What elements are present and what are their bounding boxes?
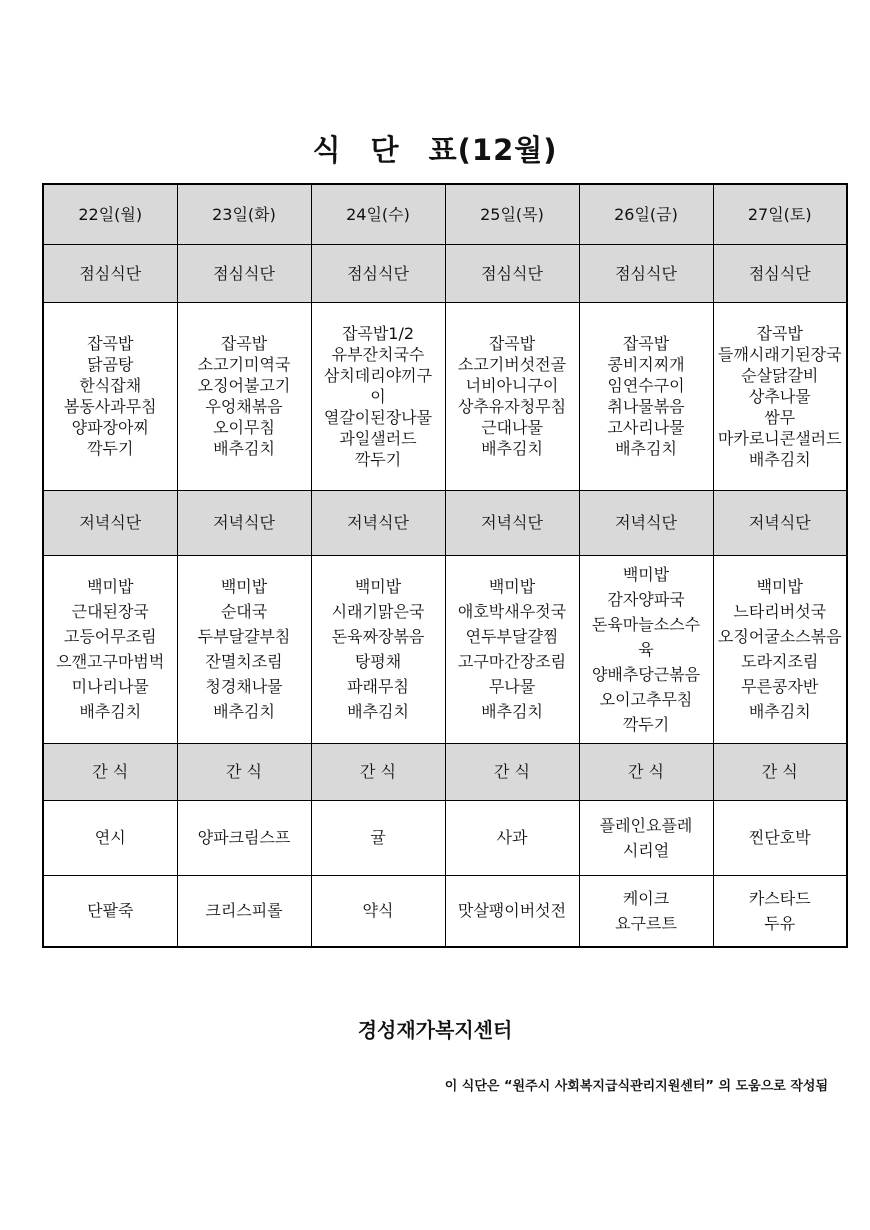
menu-item: 근대나물: [481, 418, 543, 437]
dinner-header-cell: 저녁식단: [311, 490, 445, 555]
menu-item: 깍두기: [622, 714, 670, 734]
dinner-header-cell: 저녁식단: [43, 490, 177, 555]
menu-item: 오징어불고기: [197, 376, 291, 395]
snack-cell: [713, 800, 847, 875]
lunch-menu-cell: [713, 302, 847, 490]
menu-item: 파래무침: [347, 677, 409, 696]
snack-header-cell: 간 식: [43, 743, 177, 800]
menu-item: 백미밥: [488, 577, 536, 596]
menu-item: 잡곡밥: [488, 334, 536, 353]
menu-item: 백미밥: [756, 577, 803, 596]
menu-item: 으깬고구마범벅: [56, 652, 165, 671]
lunch-menu-cell: [43, 302, 177, 490]
menu-item: 탕평채: [354, 652, 402, 671]
dinner-header-cell: 저녁식단: [177, 490, 311, 555]
menu-item: 카스타드: [748, 888, 811, 908]
snack-header-cell: 간 식: [311, 743, 445, 800]
dinner-menu-row: [43, 555, 847, 743]
menu-item: 잡곡밥: [756, 323, 803, 343]
menu-item: 맛살팽이버섯전: [457, 901, 567, 921]
lunch-header-cell: 점심식단: [177, 244, 311, 302]
menu-item: 고등어무조림: [63, 627, 157, 646]
menu-item: 백미밥: [87, 577, 134, 596]
menu-item: 케이크: [622, 888, 670, 908]
menu-item: 상추나물: [748, 386, 811, 406]
menu-item: 열갈이된장나물: [323, 407, 433, 427]
menu-item: 너비아니구이: [465, 376, 559, 395]
dinner-menu-cell: [311, 555, 445, 743]
snack-cell: [177, 875, 311, 947]
menu-item: 오징어굴소스볶음: [717, 627, 842, 646]
menu-item: 연두부달걀찜: [465, 627, 559, 646]
menu-item: 두부달걀부침: [197, 627, 291, 646]
menu-item: 배추김치: [748, 449, 811, 469]
dinner-header-cell: 저녁식단: [445, 490, 579, 555]
menu-item: 봄동사과무침: [63, 397, 157, 416]
lunch-header-row: [43, 244, 847, 302]
organization-name: 경성재가복지센터: [357, 1018, 513, 1042]
menu-item: 크리스피롤: [205, 901, 283, 921]
menu-item: 애호박새우젓국: [457, 602, 567, 621]
menu-item: 양파장아찌: [71, 418, 149, 437]
menu-item: 두유: [764, 913, 796, 933]
menu-item: 오이무침: [213, 418, 275, 437]
menu-item: 취나물볶음: [607, 397, 685, 416]
menu-item: 배추김치: [615, 439, 677, 458]
snack-header-cell: 간 식: [579, 743, 713, 800]
menu-item: 고사리나물: [607, 418, 685, 437]
day-header-cell: 27일(토): [713, 184, 847, 244]
menu-item: 배추김치: [213, 702, 275, 721]
snack-header-cell: 간 식: [177, 743, 311, 800]
menu-item: 백미밥: [354, 577, 402, 596]
dinner-menu-cell: [579, 555, 713, 743]
menu-item: 깍두기: [354, 449, 402, 469]
day-header-cell: 26일(금): [579, 184, 713, 244]
day-header-cell: 25일(목): [445, 184, 579, 244]
menu-item: 잔멸치조림: [205, 652, 283, 671]
menu-item: 무나물: [488, 677, 536, 696]
menu-item: 플레인요플레: [599, 815, 693, 835]
menu-item: 잡곡밥1/2: [341, 323, 415, 343]
menu-item: 들깨시래기된장국: [717, 344, 842, 364]
lunch-header-cell: 점심식단: [579, 244, 713, 302]
menu-item: 연시: [94, 828, 126, 847]
lunch-menu-cell: [177, 302, 311, 490]
menu-item: 삼치데리야끼구: [323, 365, 433, 385]
dinner-menu-cell: [445, 555, 579, 743]
menu-item: 돈육마늘소스수: [591, 614, 701, 634]
day-header-cell: 23일(화): [177, 184, 311, 244]
menu-item: 배추김치: [213, 439, 275, 458]
menu-item: 도라지조림: [741, 652, 819, 671]
dinner-menu-cell: [177, 555, 311, 743]
menu-item: 콩비지찌개: [607, 355, 685, 374]
snack-cell: [43, 800, 177, 875]
menu-item: 요구르트: [615, 913, 677, 933]
menu-item: 상추유자청무침: [457, 397, 567, 416]
lunch-header-cell: 점심식단: [43, 244, 177, 302]
menu-item: 돈육짜장볶음: [331, 627, 425, 646]
snack-cell: [579, 875, 713, 947]
dinner-header-cell: 저녁식단: [579, 490, 713, 555]
menu-item: 시리얼: [622, 840, 670, 860]
snack-header-cell: 간 식: [713, 743, 847, 800]
menu-item: 육: [638, 639, 654, 659]
menu-item: 소고기버섯전골: [457, 355, 567, 374]
snack-cell: [177, 800, 311, 875]
day-header-cell: 24일(수): [311, 184, 445, 244]
menu-item: 미나리나물: [71, 677, 149, 696]
dinner-menu-cell: [43, 555, 177, 743]
menu-item: 과일샐러드: [339, 428, 417, 448]
day-header-row: [43, 184, 847, 244]
menu-item: 고구마간장조림: [457, 652, 567, 671]
menu-item: 단팥죽: [87, 901, 134, 921]
lunch-menu-cell: [311, 302, 445, 490]
menu-item: 배추김치: [481, 439, 543, 458]
menu-item: 순대국: [220, 602, 268, 621]
menu-item: 양파크림스프: [197, 828, 291, 847]
snack-cell: [579, 800, 713, 875]
lunch-header-cell: 점심식단: [445, 244, 579, 302]
menu-item: 감자양파국: [607, 589, 685, 609]
snack-header-row: [43, 743, 847, 800]
snack-cell: [713, 875, 847, 947]
menu-item: 우엉채볶음: [205, 397, 283, 416]
menu-item: 배추김치: [79, 702, 142, 721]
page-title: 식 단 표(12월): [312, 133, 558, 167]
footnote: 이 식단은 “원주시 사회복지급식관리지원센터” 의 도움으로 작성됨: [444, 1079, 828, 1094]
menu-item: 배추김치: [347, 702, 409, 721]
menu-item: 닭곰탕: [87, 355, 134, 374]
snack-cell: [445, 800, 579, 875]
menu-item: 배추김치: [481, 702, 543, 721]
snack-cell: [311, 875, 445, 947]
snack-row-1: [43, 800, 847, 875]
menu-item: 귤: [370, 828, 386, 847]
menu-item: 잡곡밥: [622, 334, 670, 353]
menu-item: 약식: [362, 901, 394, 921]
snack-cell: [43, 875, 177, 947]
lunch-header-cell: 점심식단: [311, 244, 445, 302]
menu-item: 임연수구이: [607, 376, 685, 395]
dinner-header-cell: 저녁식단: [713, 490, 847, 555]
lunch-header-cell: 점심식단: [713, 244, 847, 302]
snack-cell: [311, 800, 445, 875]
lunch-menu-row: [43, 302, 847, 490]
menu-item: 이: [370, 386, 386, 406]
menu-item: 유부잔치국수: [331, 344, 425, 364]
menu-item: 시래기맑은국: [331, 602, 425, 621]
menu-item: 배추김치: [748, 702, 811, 721]
menu-item: 백미밥: [622, 564, 670, 584]
menu-item: 사과: [496, 828, 528, 847]
menu-item: 백미밥: [220, 577, 268, 596]
snack-cell: [445, 875, 579, 947]
menu-item: 무른콩자반: [741, 677, 819, 696]
menu-item: 양배추당근볶음: [591, 664, 701, 684]
snack-header-cell: 간 식: [445, 743, 579, 800]
menu-item: 근대된장국: [71, 602, 149, 621]
menu-item: 오이고추무침: [599, 689, 693, 709]
menu-item: 한식잡채: [79, 376, 142, 395]
menu-item: 순살닭갈비: [741, 365, 819, 385]
lunch-menu-cell: [579, 302, 713, 490]
menu-item: 깍두기: [87, 439, 134, 458]
menu-item: 쌈무: [764, 407, 796, 427]
menu-item: 청경채나물: [205, 677, 283, 696]
dinner-header-row: [43, 490, 847, 555]
menu-item: 잡곡밥: [87, 334, 134, 353]
snack-row-2: [43, 875, 847, 947]
meal-plan-table: [42, 183, 848, 948]
menu-item: 소고기미역국: [197, 355, 291, 374]
lunch-menu-cell: [445, 302, 579, 490]
menu-item: 찐단호박: [748, 828, 811, 847]
menu-item: 잡곡밥: [220, 334, 268, 353]
menu-item: 마카로니콘샐러드: [717, 428, 842, 448]
menu-item: 느타리버섯국: [733, 602, 827, 621]
dinner-menu-cell: [713, 555, 847, 743]
day-header-cell: 22일(월): [43, 184, 177, 244]
